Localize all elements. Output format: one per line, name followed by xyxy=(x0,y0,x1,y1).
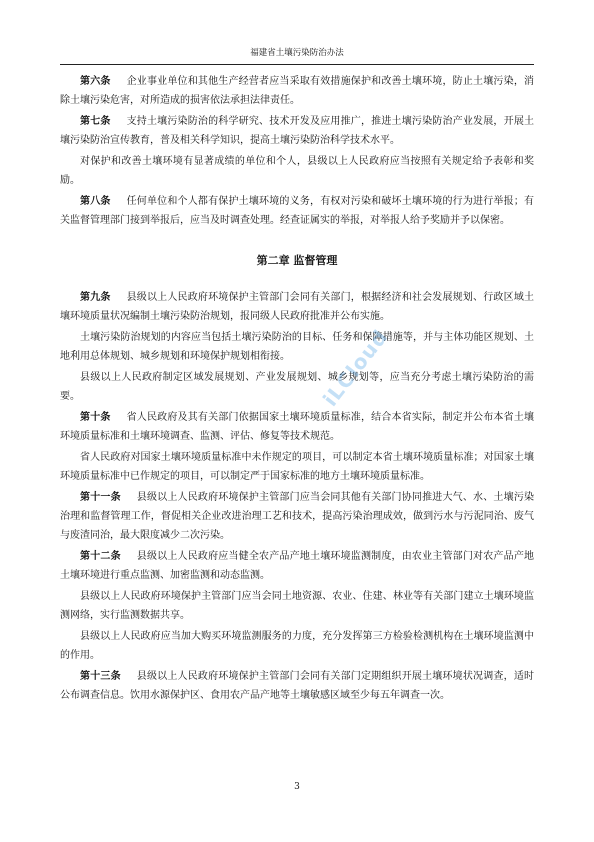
paragraph-article-11 xyxy=(60,488,534,545)
article-text: 县级以上人民政府环境保护主管部门会同有关部门定期组织开展土壤环境状况调查，适时公布调查信息。饮用水源保护区、食用农产品产地等土壤敏感区域至少每五年调查一次。 xyxy=(60,671,535,701)
paragraph-article-7 xyxy=(60,112,534,150)
paragraph-article-12-cont-2 xyxy=(60,627,534,665)
article-text: 县级以上人民政府制定区域发展规划、产业发展规划、城乡规划等，应当充分考虑土壤污染防治的需要。 xyxy=(60,372,534,402)
paragraph-article-12-cont-1 xyxy=(60,587,534,625)
page-number: 3 xyxy=(294,782,300,792)
chapter-title: 第二章 监督管理 xyxy=(256,254,338,267)
paragraph-article-10-cont xyxy=(60,448,534,486)
page-header xyxy=(60,46,534,65)
article-text: 企业事业单位和其他生产经营者应当采取有效措施保护和改善土壤环境，防止土壤污染，消除土壤污染危害，对所造成的损害依法承担法律责任。 xyxy=(60,76,535,106)
article-text: 县级以上人民政府环境保护主管部门应当会同土地资源、农业、住建、林业等有关部门建立土壤环境监测网络，实行监测数据共享。 xyxy=(60,591,534,621)
paragraph-article-7-cont xyxy=(60,152,534,190)
article-text: 县级以上人民政府应当加大购买环境监测服务的力度，充分发挥第三方检验检测机构在土壤环境监测中的作用。 xyxy=(60,631,534,661)
article-text: 县级以上人民政府环境保护主管部门会同有关部门，根据经济和社会发展规划、行政区域土壤环境质量状况编制土壤污染防治规划，报同级人民政府批准并公布实施。 xyxy=(60,292,535,322)
article-text: 县级以上人民政府应当健全农产品产地土壤环境监测制度，由农业主管部门对农产品产地土壤环境进行重点监测、加密监测和动态监测。 xyxy=(60,551,535,581)
header-title: 福建省土壤污染防治办法 xyxy=(250,48,344,58)
article-number: 第十条 xyxy=(80,412,111,423)
document-body xyxy=(60,72,534,707)
article-text: 省人民政府及其有关部门依据国家土壤环境质量标准，结合本省实际，制定并公布本省土壤环境质量标准和土壤环境调查、监测、评估、修复等技术规范。 xyxy=(60,412,535,442)
paragraph-article-8 xyxy=(60,192,534,230)
paragraph-article-9 xyxy=(60,288,534,326)
article-number: 第六条 xyxy=(80,76,111,87)
article-text: 对保护和改善土壤环境有显著成绩的单位和个人，县级以上人民政府应当按照有关规定给予表彰和奖励。 xyxy=(60,156,534,186)
article-number: 第九条 xyxy=(80,292,111,303)
article-text: 县级以上人民政府环境保护主管部门应当会同其他有关部门协同推进大气、水、土壤污染治理和监督管理工作，督促相关企业改进治理工艺和技术，提高污染治理成效，做到污水与污泥同治、废气与废渣同治，最大限度减少二次污染。 xyxy=(60,492,535,541)
article-text: 支持土壤污染防治的科学研究、技术开发及应用推广，推进土壤污染防治产业发展，开展土壤污染防治宣传教育，普及相关科学知识，提高土壤污染防治科学技术水平。 xyxy=(60,116,535,146)
article-number: 第八条 xyxy=(80,196,111,207)
paragraph-article-10 xyxy=(60,408,534,446)
article-number: 第十二条 xyxy=(80,551,121,562)
paragraph-article-13 xyxy=(60,667,534,705)
article-text: 省人民政府对国家土壤环境质量标准中未作规定的项目，可以制定本省土壤环境质量标准；对国家土壤环境质量标准中已作规定的项目，可以制定严于国家标准的地方土壤环境质量标准。 xyxy=(60,452,534,482)
paragraph-article-9-cont-2 xyxy=(60,368,534,406)
article-number: 第十三条 xyxy=(80,671,121,682)
paragraph-article-6 xyxy=(60,72,534,110)
article-text: 任何单位和个人都有保护土壤环境的义务，有权对污染和破坏土壤环境的行为进行举报；有关监督管理部门接到举报后，应当及时调查处理。经查证属实的举报，对举报人给予奖励并予以保密。 xyxy=(60,196,535,226)
paragraph-article-9-cont-1 xyxy=(60,328,534,366)
article-text: 土壤污染防治规划的内容应当包括土壤污染防治的目标、任务和保障措施等，并与主体功能区规划、土地利用总体规划、城乡规划和环境保护规划相衔接。 xyxy=(60,332,534,362)
paragraph-article-12 xyxy=(60,547,534,585)
article-number: 第七条 xyxy=(80,116,111,127)
watermark-text: iLCloud xyxy=(318,324,393,411)
article-number: 第十一条 xyxy=(80,492,121,503)
